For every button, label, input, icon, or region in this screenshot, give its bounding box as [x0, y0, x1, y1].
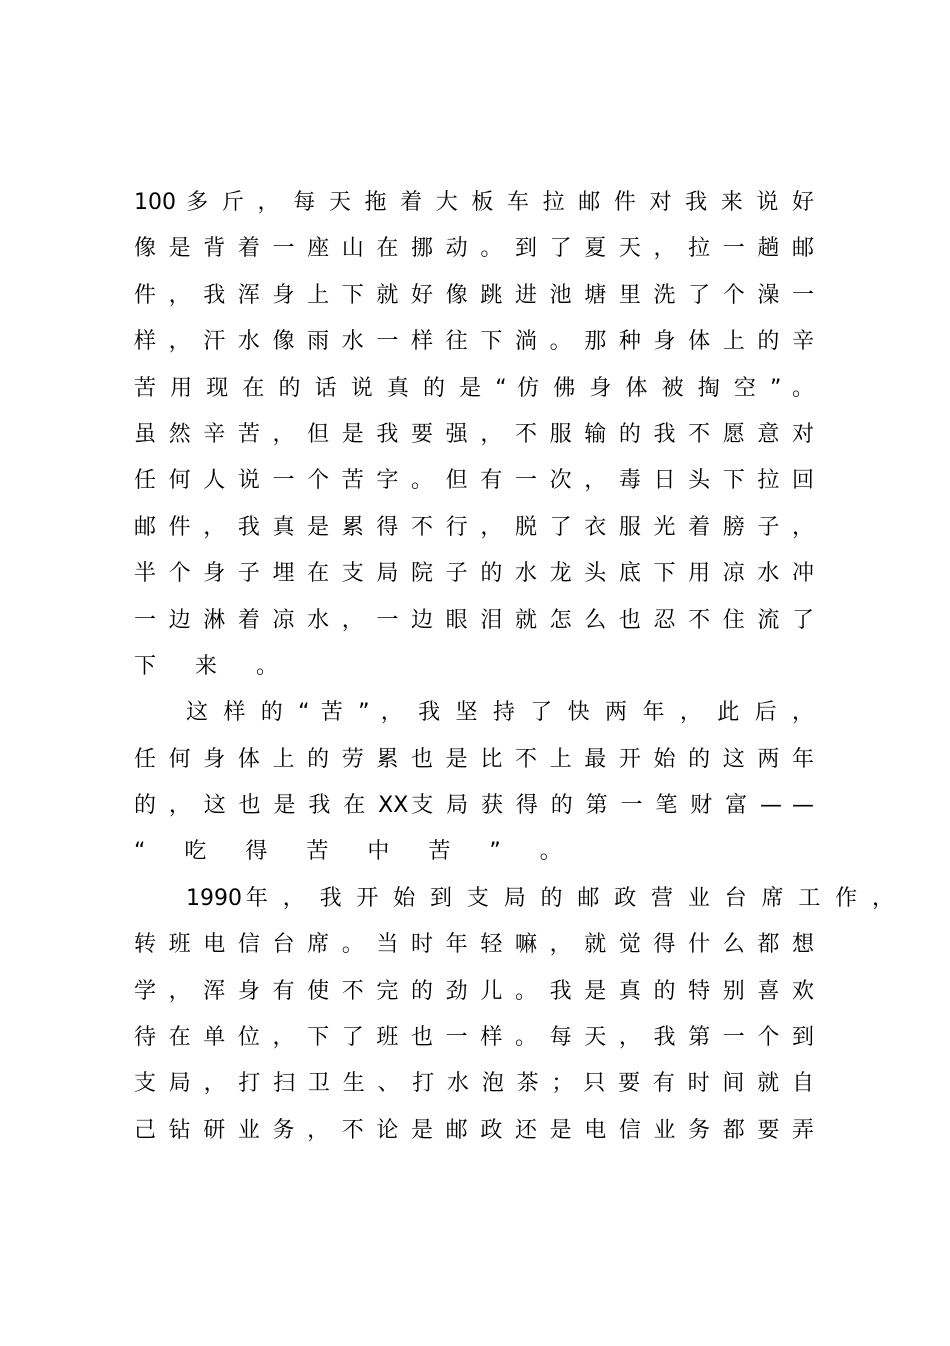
text-line: 下 来 。: [134, 653, 294, 679]
paragraph-start-line: 1990年 ， 我 开 始 到 支 局 的 邮 政 营 业 台 席 工 作 ，: [186, 885, 894, 911]
text-line: 学 ， 浑 身 有 使 不 完 的 劲 儿 。 我 是 真 的 特 别 喜 欢: [134, 978, 814, 1004]
text-line: 虽 然 辛 苦 ， 但 是 我 要 强 ， 不 服 输 的 我 不 愿 意 对: [134, 421, 814, 447]
body-text: [134, 180, 894, 1154]
paragraph-start-line: 这 样 的 “ 苦 ” ， 我 坚 持 了 快 两 年 ， 此 后 ，: [186, 700, 814, 726]
text-line: 件 ， 我 浑 身 上 下 就 好 像 跳 进 池 塘 里 洗 了 个 澡 一: [134, 282, 814, 308]
text-line: 邮 件 ， 我 真 是 累 得 不 行 ， 脱 了 衣 服 光 着 膀 子 ，: [134, 514, 814, 540]
text-line: 像 是 背 着 一 座 山 在 挪 动 。 到 了 夏 天 ， 拉 一 趟 邮: [134, 236, 814, 262]
text-line: 任 何 身 体 上 的 劳 累 也 是 比 不 上 最 开 始 的 这 两 年: [134, 746, 814, 772]
text-line: 支 局 ， 打 扫 卫 生 、 打 水 泡 茶 ； 只 要 有 时 间 就 自: [134, 1071, 814, 1097]
text-line: 待 在 单 位 ， 下 了 班 也 一 样 。 每 天 ， 我 第 一 个 到: [134, 1025, 814, 1051]
text-line: 半 个 身 子 埋 在 支 局 院 子 的 水 龙 头 底 下 用 凉 水 冲: [134, 561, 814, 587]
text-line: “ 吃 得 苦 中 苦 ” 。: [134, 839, 578, 865]
text-line: 100 多 斤 ， 每 天 拖 着 大 板 车 拉 邮 件 对 我 来 说 好: [134, 190, 814, 215]
text-line: 样 ， 汗 水 像 雨 水 一 样 往 下 淌 。 那 种 身 体 上 的 辛: [134, 329, 814, 355]
text-line: 转 班 电 信 台 席 。 当 时 年 轻 嘛 ， 就 觉 得 什 么 都 想: [134, 932, 814, 958]
text-line: 苦 用 现 在 的 话 说 真 的 是 “ 仿 佛 身 体 被 掏 空 ” 。: [134, 375, 814, 401]
text-line: 任 何 人 说 一 个 苦 字 。 但 有 一 次 ， 毒 日 头 下 拉 回: [134, 468, 814, 494]
text-line: 的 ， 这 也 是 我 在 XX支 局 获 得 的 第 一 笔 财 富 — —: [134, 793, 814, 819]
text-line: 一 边 淋 着 凉 水 ， 一 边 眼 泪 就 怎 么 也 忍 不 住 流 了: [134, 607, 814, 633]
text-line: 己 钻 研 业 务 ， 不 论 是 邮 政 还 是 电 信 业 务 都 要 弄: [134, 1117, 814, 1143]
